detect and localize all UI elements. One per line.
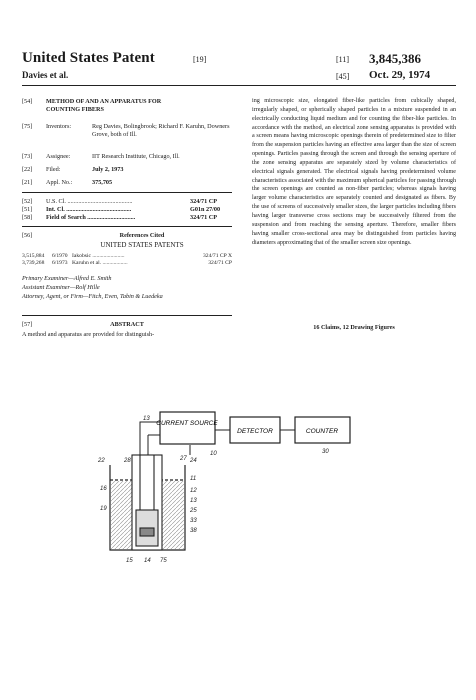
field-58-code: [58]	[22, 214, 33, 221]
field-52-value: 324/71 CP	[190, 198, 217, 205]
field-21-label: Appl. No.:	[46, 179, 73, 186]
ref-number: 3,515,884	[22, 253, 45, 259]
field-56	[22, 232, 232, 250]
field-54	[22, 98, 232, 118]
field-57-code: [57]	[22, 321, 33, 328]
references-subtitle: UNITED STATES PATENTS	[100, 241, 184, 249]
ref-numeral: 30	[322, 449, 329, 455]
attorney: Attorney, Agent, or Firm—Fitch, Even, Tabin & Luedeka	[22, 292, 163, 300]
issue-date: Oct. 29, 1974	[369, 69, 431, 81]
ref-number: 3,739,268	[22, 260, 45, 266]
examiners	[22, 275, 232, 302]
current-source-box	[160, 412, 215, 444]
field-75	[22, 123, 232, 153]
references-title: References Cited	[119, 232, 165, 239]
field-22-label: Filed:	[46, 166, 61, 173]
field-52-label: U.S. Cl. ..........................................	[46, 198, 133, 205]
abstract-title: ABSTRACT	[110, 321, 144, 328]
field-51-code: [51]	[22, 206, 33, 213]
abstract-continued: ing microscopic size, elongated fiber-like particles from cubically shaped, irregularly shaped, or spherically shaped particles in a mixture suspended in an electrically conducting liquid medium and for counting the fiber-like particles. In accordance with the method, an electrical zone sensing apparatus is provided with a screen means having microscopic openings therein of predetermined size to filter from the suspension particles having an effective area larger than the size of screen openings. Particles passing through the screen and through the sensing aperture of the zone sensing apparatus are separately sized by volume characteristics of electrical signals generated. The electrical signals having predetermined volume characteristics associated with the maximum spherical particles for passing through the screen openings are counted as non-fiber particles; whereas signals having larger volume characteristics are separately counted and designated as fibers. By the use of screens of successively smaller sizes, the larger particles including fibers having larger transverse cross sections may be successively filtered from the suspension and from reaching the sensing aperture. Therefore, smaller fibers having smaller cross-sectional area may be distinguished from particles having diameters approximating that of the smaller screen size openings.	[252, 98, 456, 246]
patent-office-title: United States Patent	[22, 50, 155, 66]
primary-examiner: Primary Examiner—Alfred E. Smith	[22, 275, 112, 282]
current-source-label: CURRENT SOURCE	[156, 420, 218, 427]
inventor-short: Davies et al.	[22, 70, 69, 80]
claims-summary: 16 Claims, 12 Drawing Figures	[313, 324, 395, 331]
ref-date: 6/1970	[52, 253, 68, 259]
ref-class: 324/71 CP	[208, 260, 232, 266]
ref-numeral: 10	[210, 451, 217, 457]
ref-numeral: 38	[190, 528, 197, 534]
field-75-value: Reg Davies, Bolingbrook; Richard F. Karuhn, Downers Grove, both of Ill.	[92, 123, 230, 138]
field-52-code: [52]	[22, 198, 33, 205]
field-21	[22, 179, 232, 189]
field-56-code: [56]	[22, 232, 33, 239]
ref-numeral: 27	[180, 456, 187, 462]
sensing-tube	[132, 455, 162, 550]
field-51-value: G01n 27/00	[190, 206, 221, 213]
field-75-code: [75]	[22, 123, 33, 130]
ref-date: 6/1973	[52, 260, 68, 266]
detector-label: DETECTOR	[237, 428, 273, 435]
patent-number: 3,845,386	[369, 51, 421, 66]
ref-numeral: 14	[144, 558, 151, 564]
ref-numeral: 19	[100, 506, 107, 512]
field-21-value: 375,705	[92, 179, 113, 186]
left-rule-1	[22, 192, 232, 193]
field-58-value: 324/71 CP	[190, 214, 217, 221]
field-22-value: July 2, 1973	[92, 166, 124, 173]
field-21-code: [21]	[22, 179, 33, 186]
header-rule	[22, 85, 456, 86]
ref-numeral: 75	[160, 558, 167, 564]
abstract-start: A method and apparatus are provided for distinguish-	[22, 331, 155, 338]
field-54-code: [54]	[22, 98, 33, 105]
field-73	[22, 153, 232, 163]
counter-label: COUNTER	[305, 428, 339, 435]
references-list	[22, 253, 232, 267]
ref-name: Karuhn et al. ..................	[72, 260, 128, 266]
field-57	[22, 321, 232, 330]
ref-class: 324/71 CP X	[202, 253, 232, 259]
field-22-code: [22]	[22, 166, 33, 173]
ref-numeral: 33	[190, 518, 197, 524]
field-75-label: Inventors:	[46, 123, 72, 130]
field-22	[22, 166, 232, 176]
ref-numeral: 28	[124, 458, 131, 464]
ref-numeral: 16	[100, 486, 107, 492]
left-rule-2	[22, 226, 232, 227]
reference-row	[22, 253, 232, 260]
field-58	[22, 214, 232, 223]
ref-numeral: 13	[190, 498, 197, 504]
ref-numeral: 22	[98, 458, 105, 464]
code-19: [19]	[193, 55, 207, 64]
ref-numeral: 25	[190, 508, 197, 514]
patent-figure	[40, 400, 440, 650]
field-73-value: IIT Research Institute, Chicago, Ill.	[92, 153, 180, 160]
ref-numeral: 15	[126, 558, 133, 564]
assistant-examiner: Assistant Examiner—Rolf Hille	[22, 283, 100, 291]
ref-numeral: 11	[190, 476, 197, 482]
field-58-label: Field of Search ...............................	[46, 214, 136, 221]
field-73-label: Assignee:	[46, 153, 71, 160]
ref-numeral: 12	[190, 488, 197, 494]
reference-row	[22, 260, 232, 267]
field-73-code: [73]	[22, 153, 33, 160]
ref-numeral: 13	[143, 416, 150, 422]
code-45: [45]	[336, 72, 350, 81]
ref-name: Iakobsic .......................	[72, 253, 125, 259]
code-11: [11]	[336, 55, 350, 64]
field-51-label: Int. Cl. ..........................................	[46, 206, 132, 213]
field-54-title: METHOD OF AND AN APPARATUS FOR COUNTING FIBERS	[46, 98, 162, 113]
left-rule-3	[22, 315, 232, 316]
ref-numeral: 24	[190, 458, 197, 464]
